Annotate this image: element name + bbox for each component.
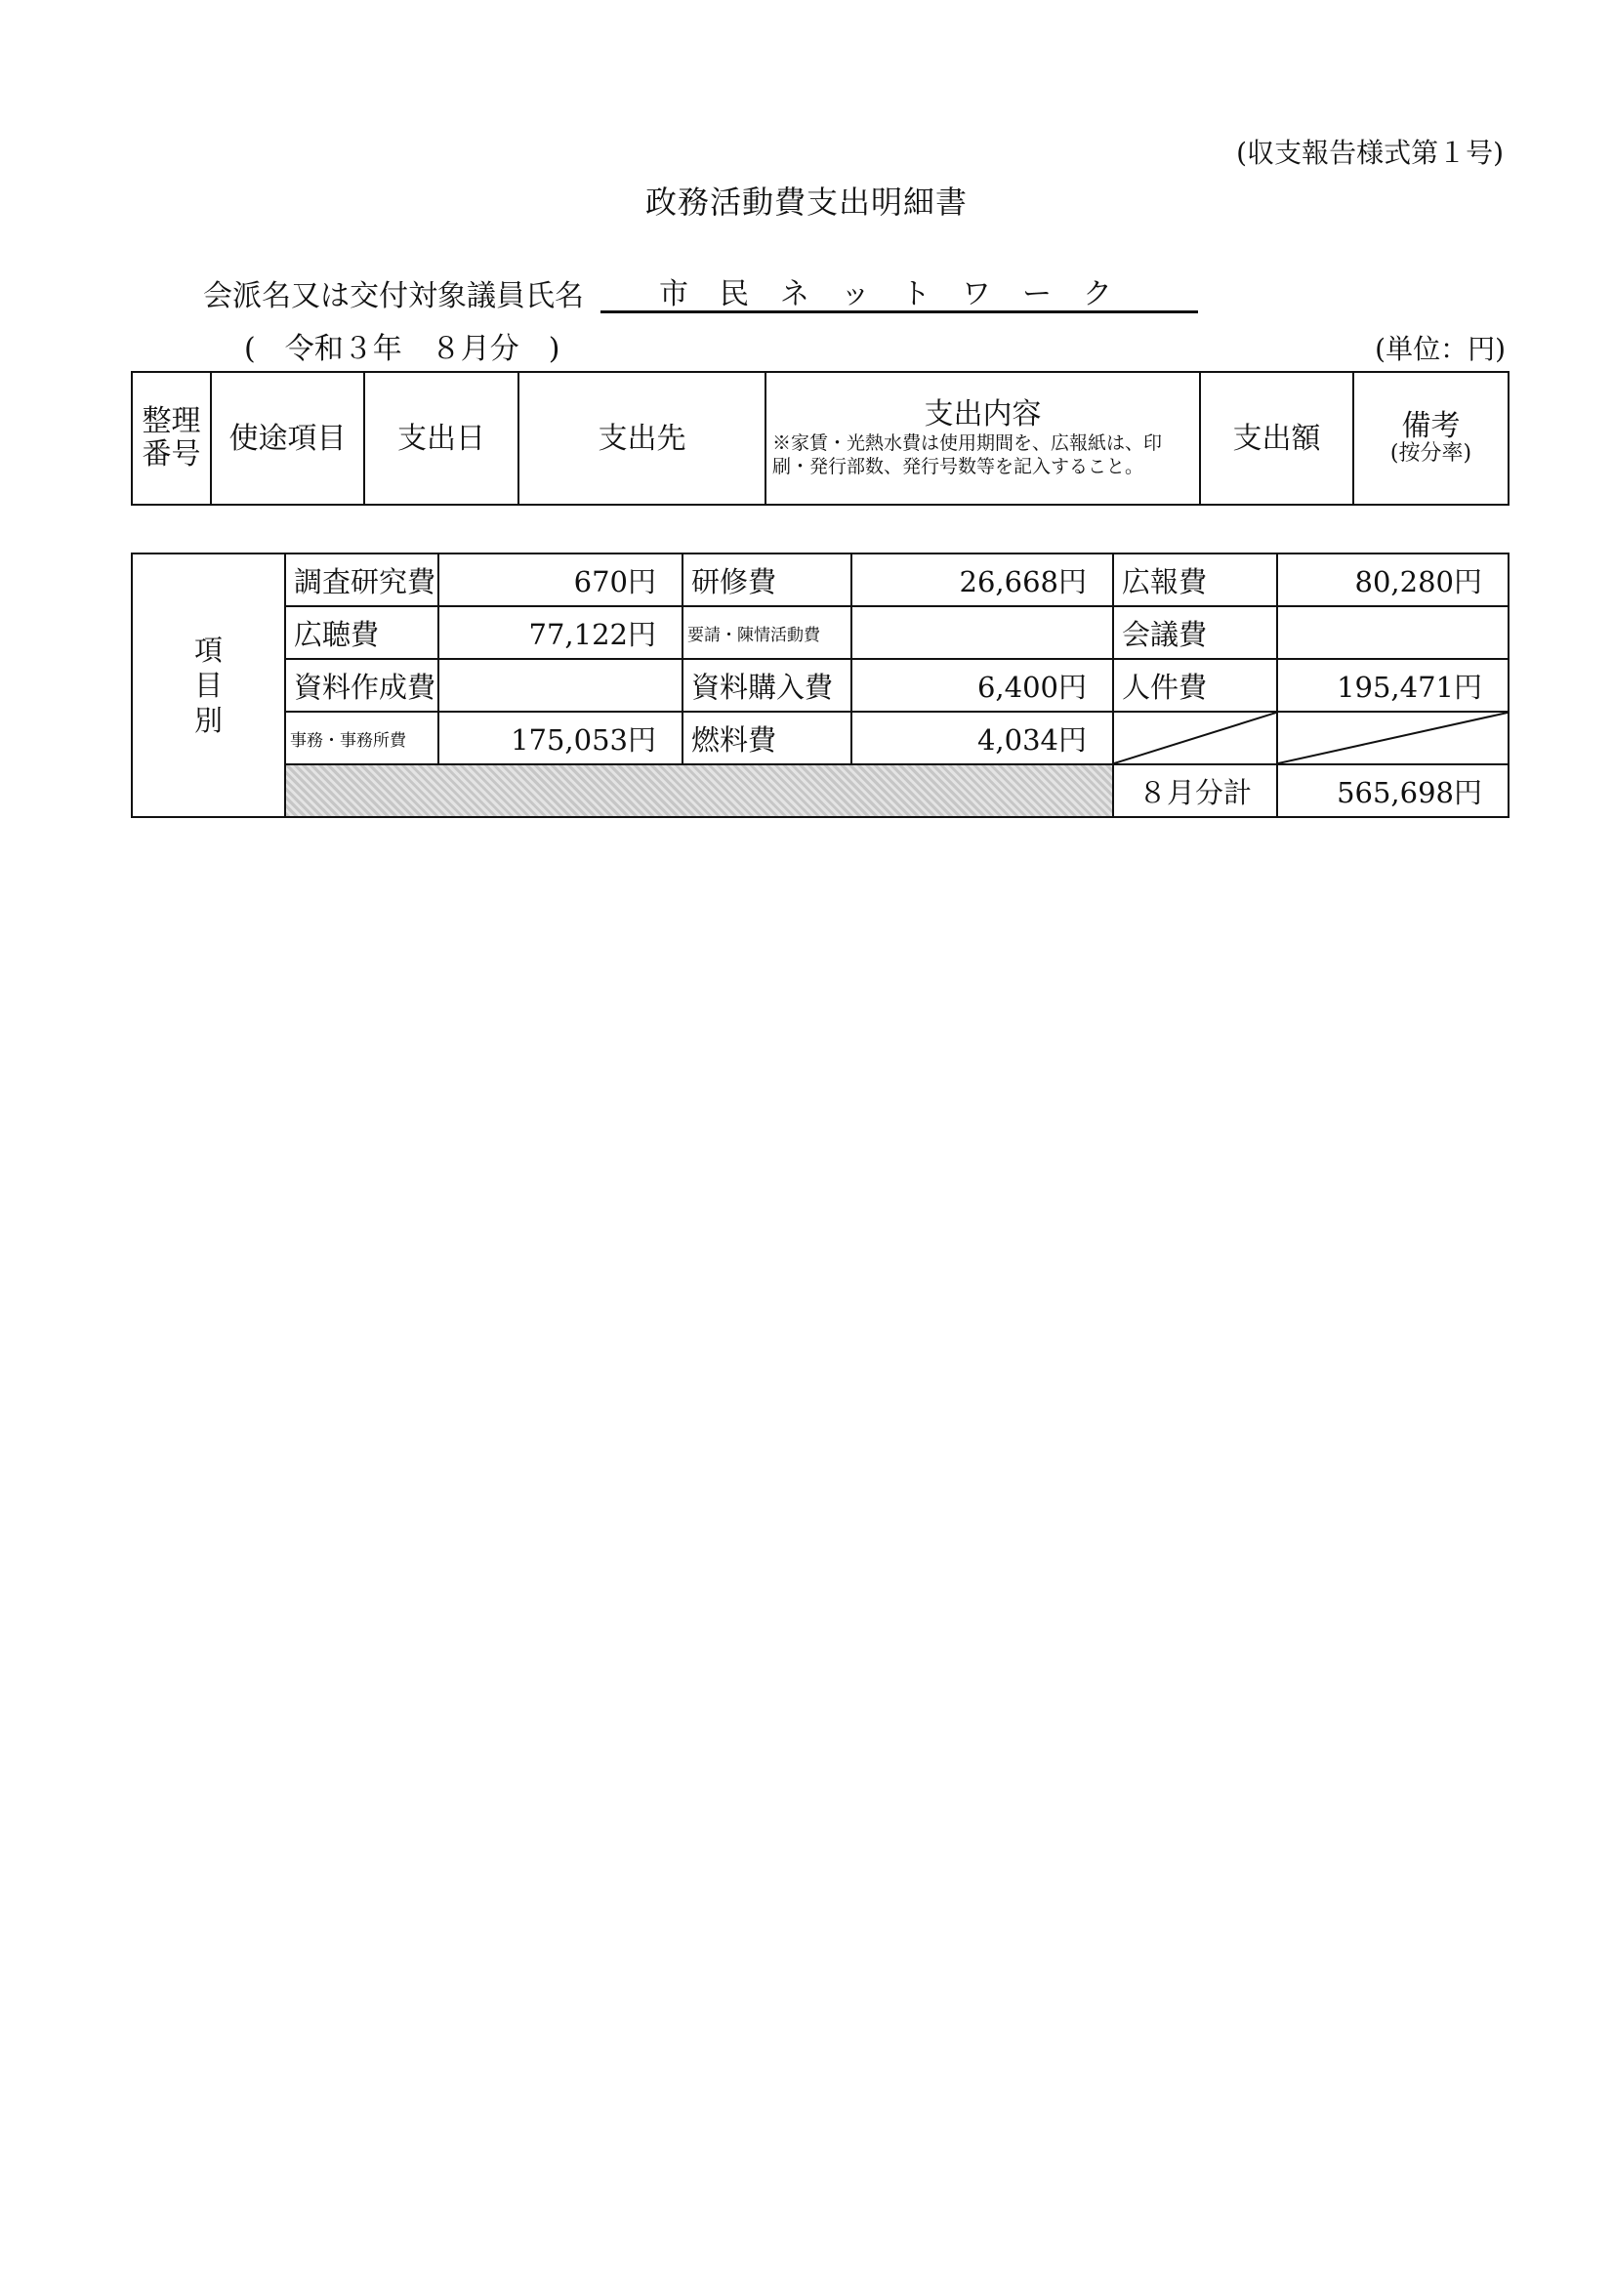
diagonal-strike-icon	[1114, 713, 1276, 763]
side-label-char-1: 項	[193, 633, 223, 667]
category-amount: 26,668円	[851, 554, 1113, 606]
category-amount	[438, 659, 682, 712]
header-content-note: ※家賃・光熱水費は使用期間を、広報紙は、印刷・発行部数、発行号数等を記入すること。	[772, 432, 1163, 477]
empty-cell-diagonal	[1277, 712, 1509, 764]
category-label: 事務・事務所費	[285, 712, 438, 764]
category-amount: 670円	[438, 554, 682, 606]
category-label: 要請・陳情活動費	[682, 606, 851, 659]
header-purpose: 使途項目	[211, 372, 364, 505]
monthly-total-label: ８月分計	[1113, 764, 1277, 817]
category-amount: 175,053円	[438, 712, 682, 764]
unit-label: (単位：円)	[1375, 333, 1506, 365]
category-label: 資料作成費	[285, 659, 438, 712]
category-amount: 80,280円	[1277, 554, 1509, 606]
category-summary-table	[131, 553, 1510, 818]
header-content-title: 支出内容	[924, 397, 1042, 432]
header-date: 支出日	[364, 372, 518, 505]
header-remarks-sub: (按分率)	[1389, 441, 1472, 467]
category-amount: 195,471円	[1277, 659, 1509, 712]
side-label-char-2: 目	[193, 668, 223, 702]
category-side-label	[132, 554, 285, 817]
header-payee: 支出先	[518, 372, 765, 505]
diagonal-strike-icon	[1278, 713, 1508, 763]
category-amount: 6,400円	[851, 659, 1113, 712]
header-seq-number	[132, 372, 211, 505]
header-seq-line2: 番号	[142, 437, 201, 472]
category-amount	[1277, 606, 1509, 659]
header-amount: 支出額	[1200, 372, 1353, 505]
category-label: 広聴費	[285, 606, 438, 659]
category-label: 資料購入費	[682, 659, 851, 712]
side-label-char-3: 別	[193, 704, 223, 738]
category-label: 会議費	[1113, 606, 1277, 659]
category-label: 燃料費	[682, 712, 851, 764]
header-seq-line1: 整理	[142, 403, 201, 438]
form-number-label: (収支報告様式第１号)	[1236, 137, 1504, 169]
faction-name: 市民ネットワーク	[600, 269, 1198, 313]
category-amount: 4,034円	[851, 712, 1113, 764]
category-label: 広報費	[1113, 554, 1277, 606]
document-title: 政務活動費支出明細書	[644, 184, 968, 221]
header-remarks-title: 備考	[1401, 409, 1461, 444]
category-label: 調査研究費	[285, 554, 438, 606]
category-label: 人件費	[1113, 659, 1277, 712]
expense-detail-header-table	[131, 371, 1510, 506]
header-remarks	[1353, 372, 1509, 505]
faction-label: 会派名又は交付対象議員氏名	[203, 279, 584, 313]
period-label: ( 令和３年 ８月分 )	[244, 332, 560, 366]
empty-cell-diagonal	[1113, 712, 1277, 764]
header-content	[765, 372, 1200, 505]
category-label: 研修費	[682, 554, 851, 606]
category-amount: 77,122円	[438, 606, 682, 659]
redacted-area	[285, 764, 1113, 817]
monthly-total-amount: 565,698円	[1277, 764, 1509, 817]
category-amount	[851, 606, 1113, 659]
